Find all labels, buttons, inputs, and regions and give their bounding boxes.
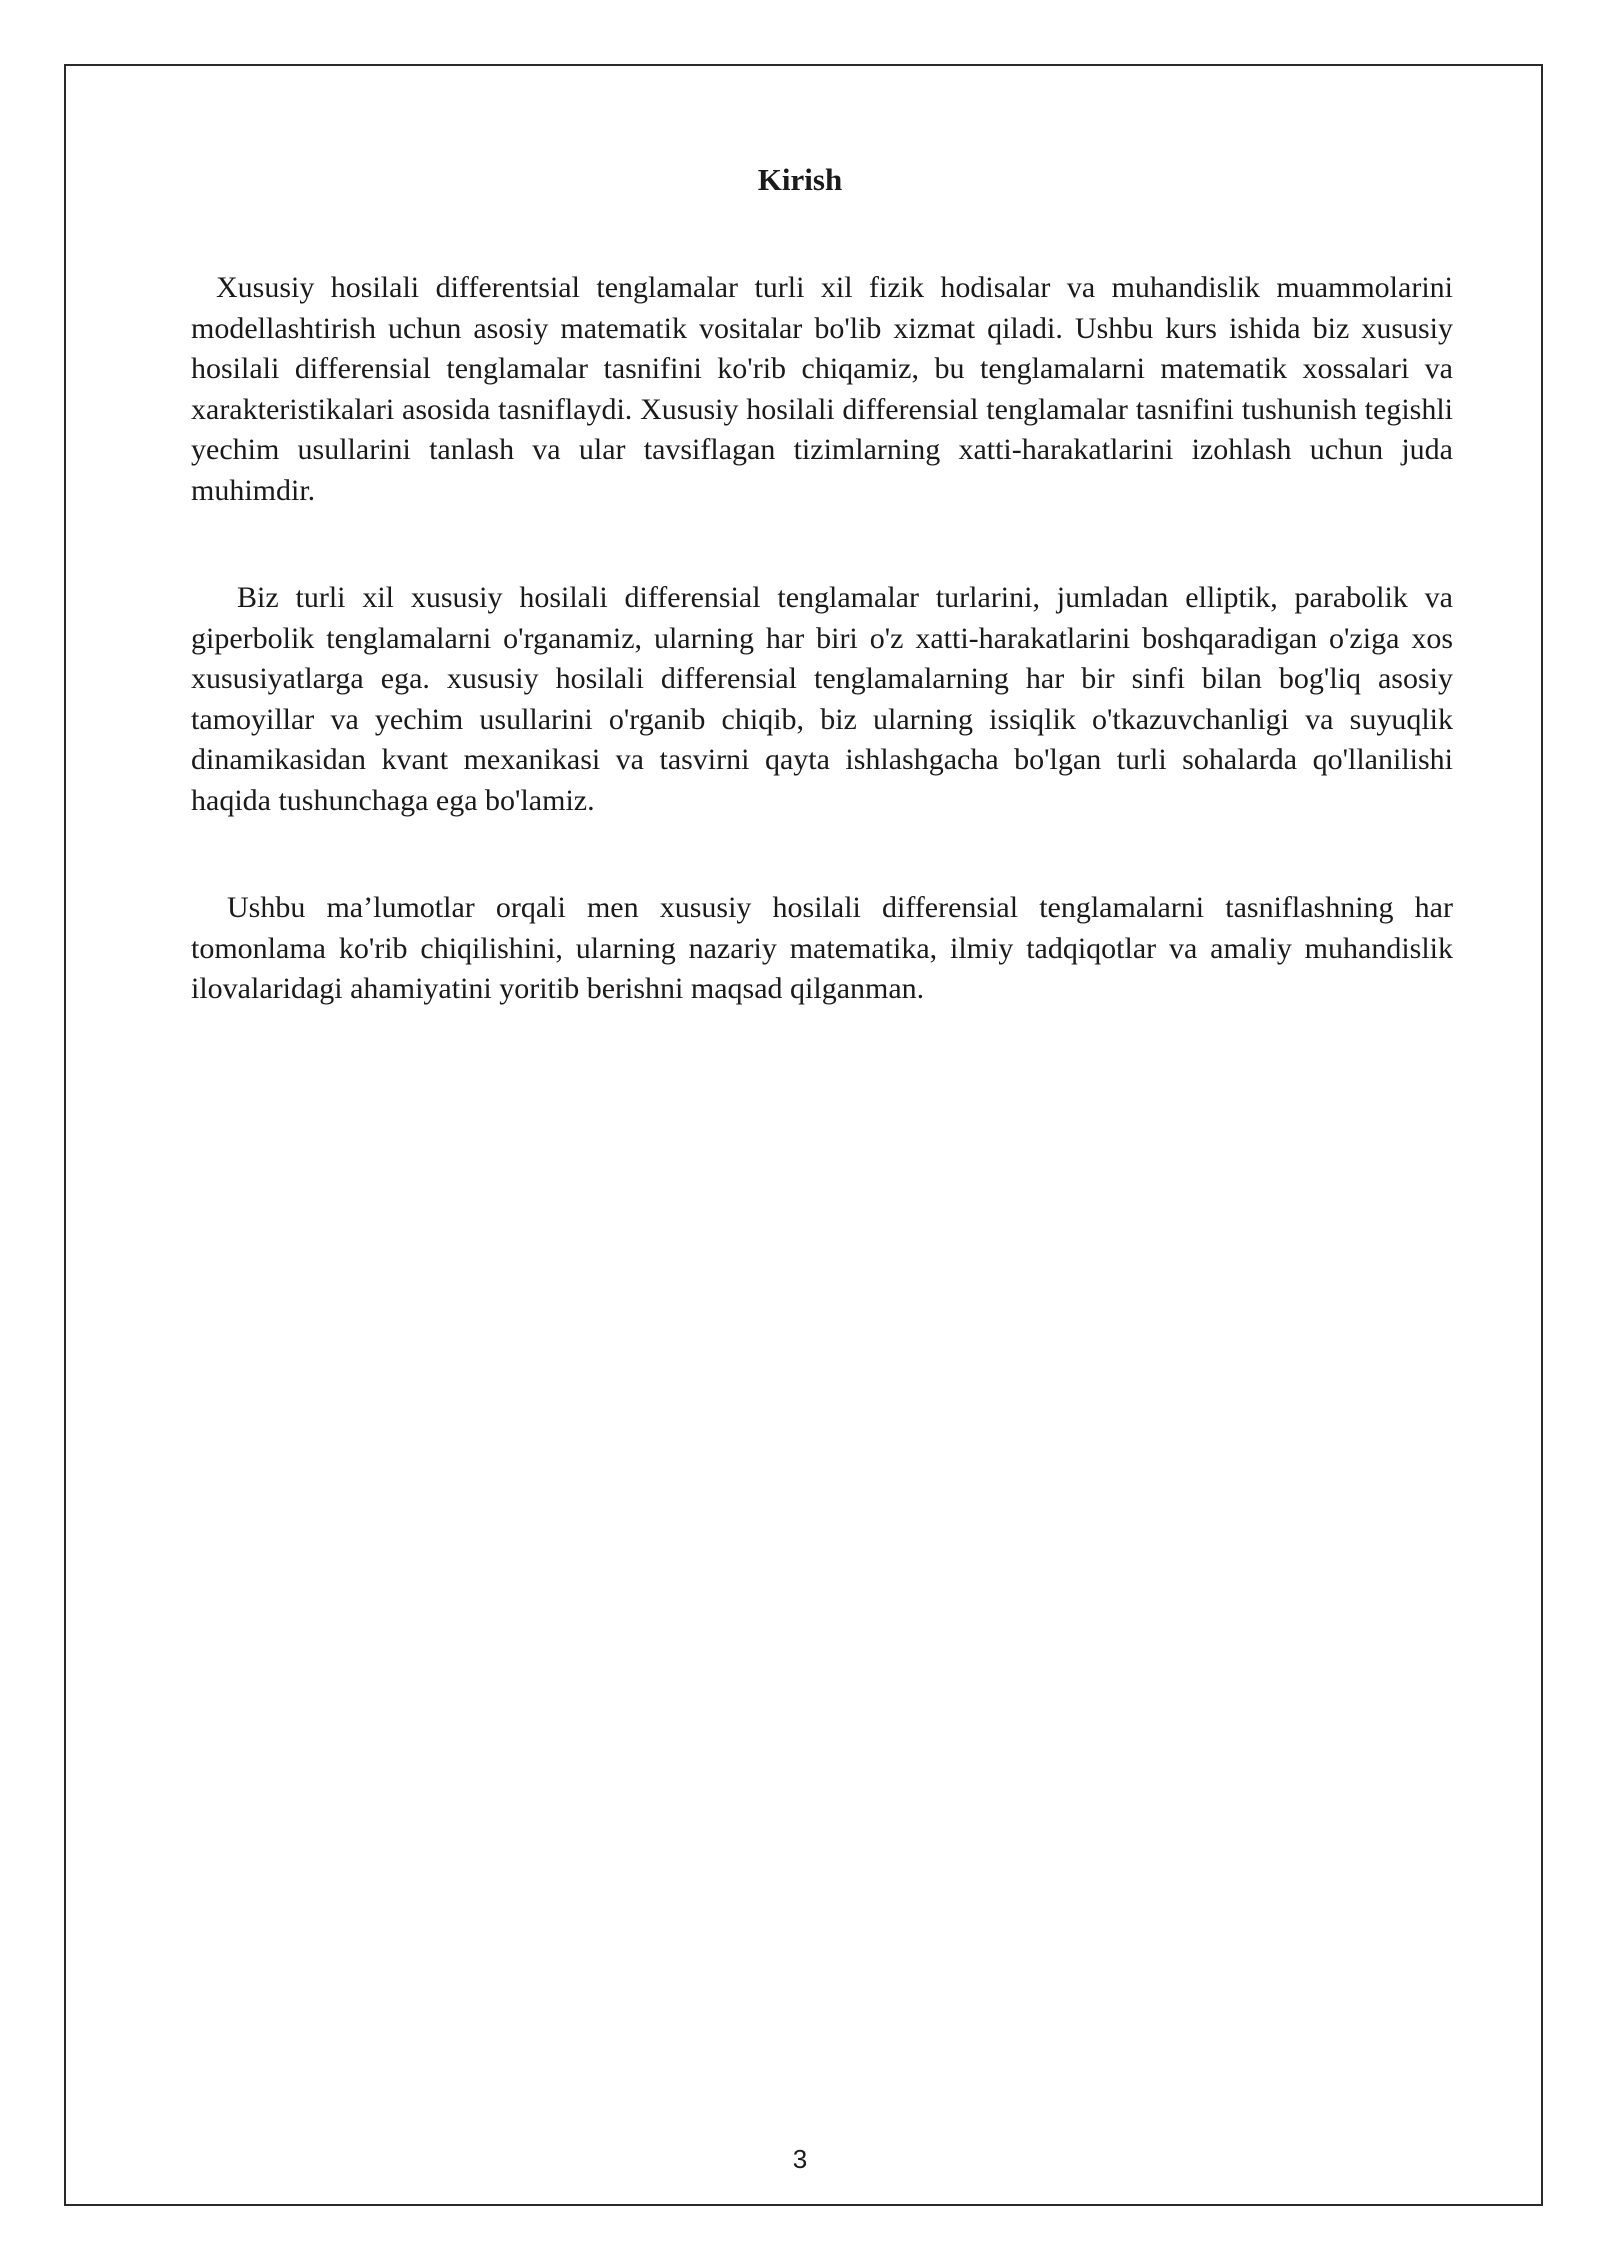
paragraph-3 xyxy=(191,888,1453,1010)
paragraph-2 xyxy=(191,578,1453,822)
paragraph-text: Biz turli xil xususiy hosilali differensial tenglamalar turlarini, jumladan elliptik, parabolik va giperbolik tenglamalarni o'rganamiz, ularning har biri o'z xatti-harakatlarini boshqaradigan o'ziga xos xususiyatlarga ega. xususiy hosilali differensial tenglamalarning har bir sinfi bilan bog'liq asosiy tamoyillar va yechim usullarini o'rganib chiqib, biz ularning issiqlik o'tkazuvchanligi va suyuqlik dinamikasidan kvant mexanikasi va tasvirni qayta ishlashgacha bo'lgan turli sohalarda qo'llanilishi haqida tushunchaga ega bo'lamiz. xyxy=(191,581,1453,817)
page-number: 3 xyxy=(792,2144,808,2174)
paragraph-1 xyxy=(191,268,1453,512)
paragraph-text: Xususiy hosilali differentsial tenglamalar turli xil fizik hodisalar va muhandislik muammolarini modellashtirish uchun asosiy matematik vositalar bo'lib xizmat qiladi. Ushbu kurs ishida biz xususiy hosilali differensial tenglamalar tasnifini ko'rib chiqamiz, bu tenglamalarni matematik xossalari va xarakteristikalari asosida tasniflaydi. Xususiy hosilali differensial tenglamalar tasnifini tushunish tegishli yechim usullarini tanlash va ular tavsiflagan tizimlarning xatti-harakatlarini izohlash uchun juda muhimdir. xyxy=(191,271,1453,507)
page-title: Kirish xyxy=(757,162,843,197)
paragraph-text: Ushbu ma’lumotlar orqali men xususiy hosilali differensial tenglamalarni tasniflashning har tomonlama ko'rib chiqilishini, ularning nazariy matematika, ilmiy tadqiqotlar va amaliy muhandislik ilovalaridagi ahamiyatini yoritib berishni maqsad qilganman. xyxy=(191,891,1453,1006)
